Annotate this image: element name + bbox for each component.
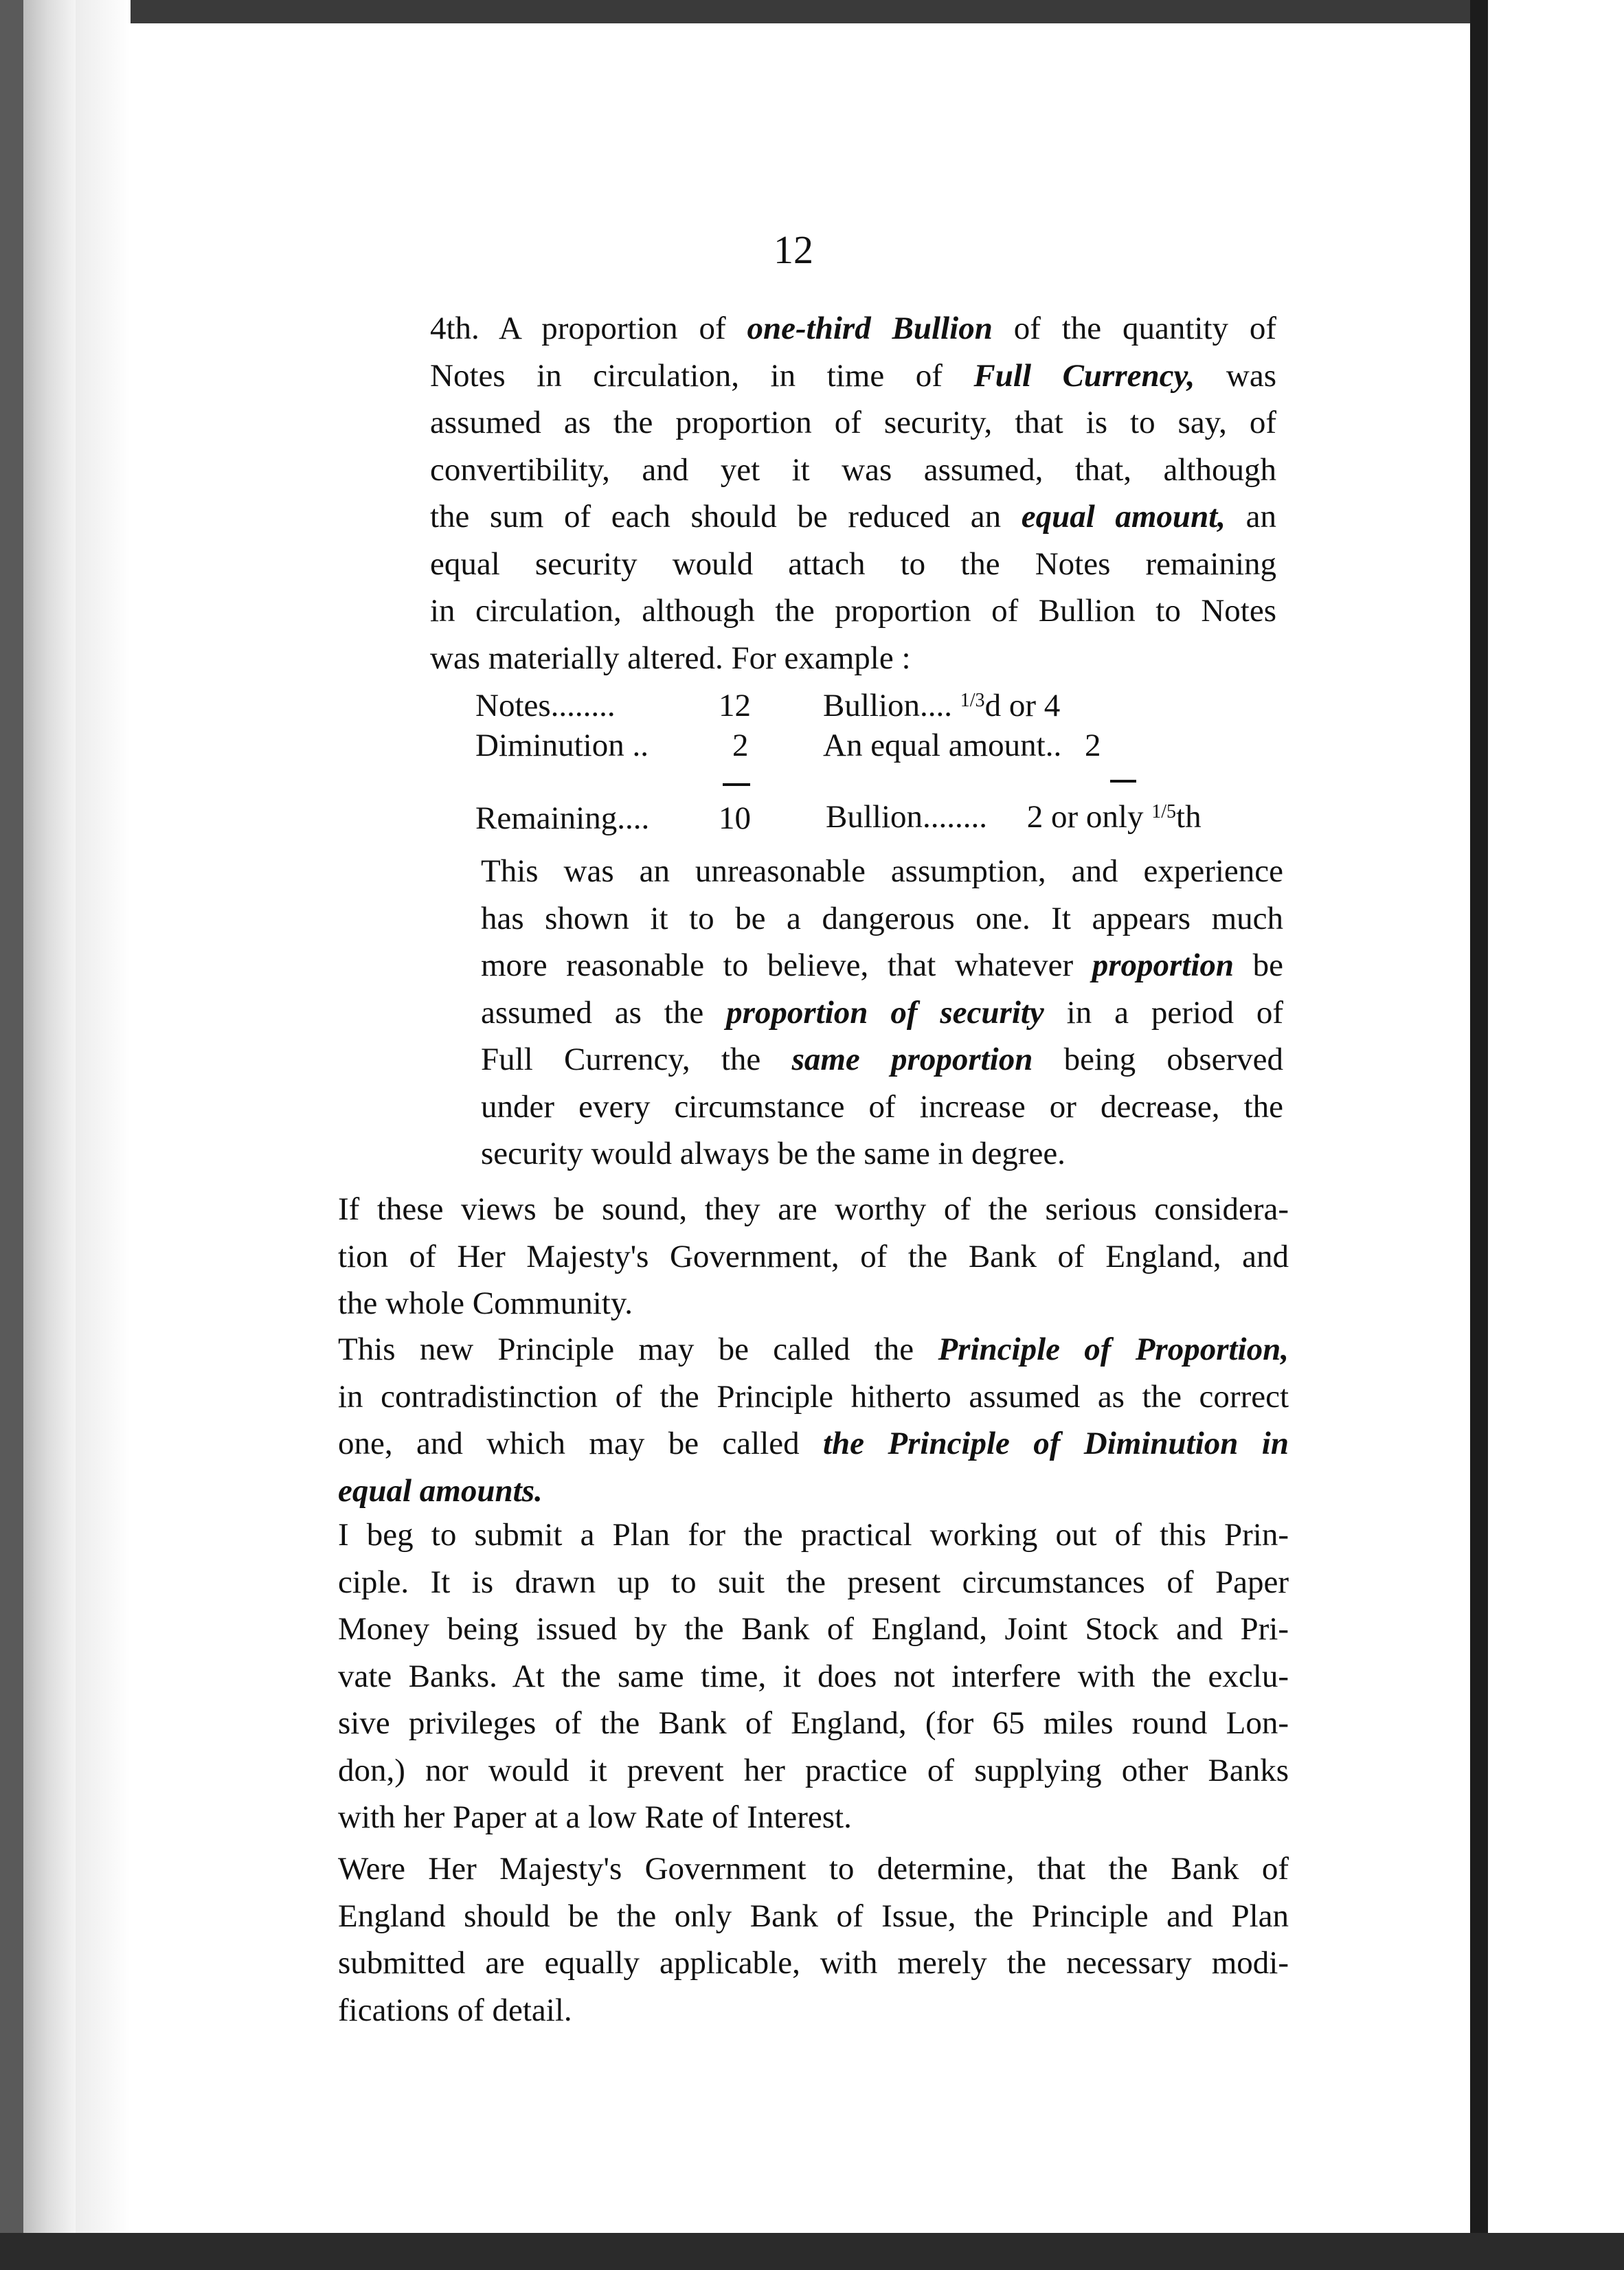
example-bullion-label: Bullion.... 1/3d or 4 — [823, 688, 1061, 723]
emphasis: same proportion — [791, 1042, 1033, 1077]
fraction-one-fifth: 1/5 — [1151, 801, 1177, 822]
section-4th — [430, 305, 1276, 682]
text-line: ciple. It is drawn up to suit the present circumstances of Paper — [338, 1564, 1289, 1600]
scan-border-right — [1470, 0, 1488, 2270]
example-remaining-value: 10 — [719, 800, 751, 836]
text-line: If these views be sound, they are worthy of the serious considera- — [338, 1191, 1289, 1227]
paragraph-principle — [338, 1326, 1289, 1514]
text-line: security would always be the same in degree. — [481, 1136, 1065, 1171]
example-remaining-label: Remaining.... — [475, 800, 650, 836]
scan-border-top — [0, 0, 1624, 23]
sum-rule-left — [723, 783, 750, 786]
paragraph-plan — [338, 1512, 1289, 1841]
text-line: This new Principle may be called the Principle of Proportion, — [338, 1331, 1289, 1367]
sum-rule-right — [1110, 780, 1136, 783]
text-line: the sum of each should be reduced an equal amount, an — [430, 499, 1277, 535]
paragraph-assumption — [481, 848, 1283, 1178]
example-diminution-label: Diminution .. — [475, 728, 649, 763]
text-line: This was an unreasonable assumption, and experience — [481, 853, 1283, 889]
text-line: in contradistinction of the Principle hitherto assumed as the correct — [338, 1378, 1289, 1415]
text-line: don,) nor would it prevent her practice of supplying other Banks — [338, 1752, 1289, 1788]
text-line: in circulation, although the proportion of Bullion to Notes — [430, 593, 1276, 629]
text-line: tion of Her Majesty's Government, of the Bank of England, and — [338, 1238, 1289, 1274]
emphasis: one-third Bullion — [747, 311, 993, 346]
text-line: has shown it to be a dangerous one. It appears much — [481, 900, 1283, 936]
text-line: vate Banks. At the same time, it does not interfere with the exclu- — [338, 1658, 1289, 1694]
text-line: Were Her Majesty's Government to determine, that the Bank of — [338, 1851, 1289, 1887]
text-line: one, and which may be called the Principle of Diminution in — [338, 1426, 1289, 1461]
example-diminution-value: 2 — [732, 728, 749, 763]
page-number: 12 — [774, 227, 813, 272]
emphasis: proportion — [1092, 947, 1234, 983]
text-line: Notes in circulation, in time of Full Currency, was — [430, 357, 1277, 394]
text-line: more reasonable to believe, that whatever proportion be — [481, 947, 1283, 983]
text-line: Full Currency, the same proportion being observed — [481, 1042, 1284, 1077]
text-line: Money being issued by the Bank of England, Joint Stock and Pri- — [338, 1611, 1289, 1647]
text-line: sive privileges of the Bank of England, (for 65 miles round Lon- — [338, 1705, 1289, 1741]
emphasis: Principle of Proportion, — [938, 1331, 1289, 1367]
paragraph-government — [338, 1845, 1289, 2034]
paragraph-views — [338, 1186, 1289, 1327]
text-line: fications of detail. — [338, 1992, 572, 2028]
example-equal-amount-label: An equal amount.. 2 — [823, 728, 1101, 763]
text-line: I beg to submit a Plan for the practical working out of this Prin- — [338, 1517, 1289, 1553]
text-line: under every circumstance of increase or decrease, the — [481, 1088, 1283, 1125]
emphasis: proportion of security — [726, 994, 1044, 1031]
text-line: England should be the only Bank of Issue, the Principle and Plan — [338, 1898, 1289, 1934]
emphasis: Full Currency, — [973, 357, 1195, 394]
text-line: convertibility, and yet it was assumed, that, although — [430, 451, 1276, 488]
scan-border-bottom — [0, 2233, 1624, 2270]
emphasis: equal amounts. — [338, 1472, 543, 1509]
text-line: assumed as the proportion of security, that is to say, of — [430, 405, 1276, 440]
page-edge-shadow — [76, 0, 131, 2270]
text-line: the whole Community. — [338, 1285, 633, 1321]
text-line: submitted are equally applicable, with merely the necessary modi- — [338, 1945, 1289, 1981]
fraction-one-third: 1/3 — [960, 690, 985, 711]
facing-page-edge — [1488, 0, 1624, 2270]
emphasis: equal amount, — [1021, 499, 1226, 535]
example-notes-label: Notes........ — [475, 688, 616, 723]
scan-border-left — [0, 0, 76, 2270]
text-line: was materially altered. For example : — [430, 640, 911, 676]
text-line: assumed as the proportion of security in a period of — [481, 994, 1283, 1031]
text-line: 4th. A proportion of one-third Bullion of the quantity of — [430, 311, 1276, 346]
text-line: equal security would attach to the Notes remaining — [430, 546, 1276, 582]
example-notes-value: 12 — [719, 688, 751, 723]
emphasis: the Principle of Diminution in — [822, 1426, 1289, 1461]
text-line: with her Paper at a low Rate of Interest. — [338, 1799, 852, 1835]
text-line — [338, 1468, 1289, 1515]
example-bullion-remaining: Bullion........ 2 or only 1/5th — [826, 799, 1202, 835]
